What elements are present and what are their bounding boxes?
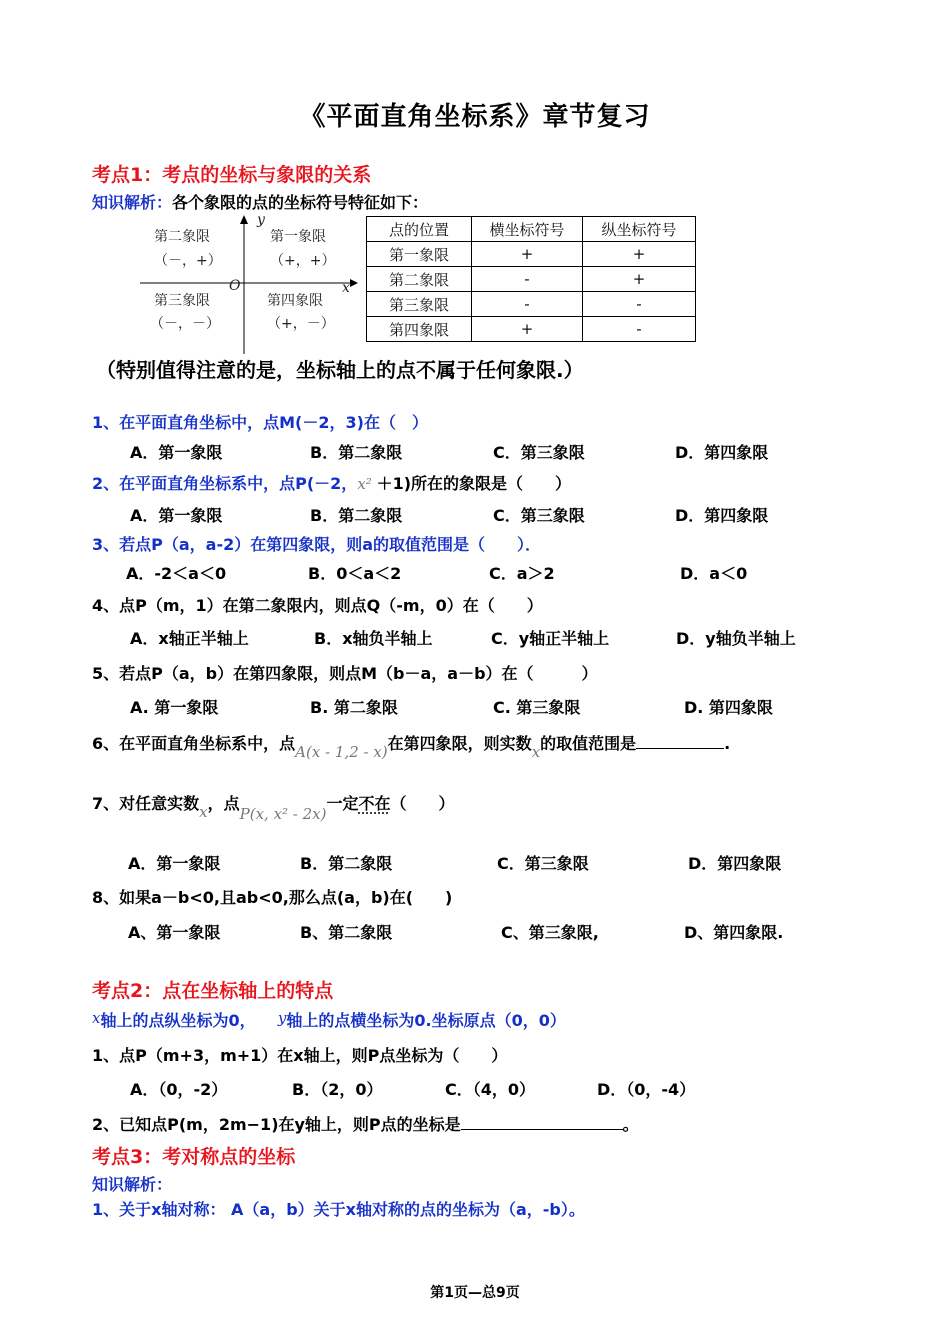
question-8: 8、如果a－b<0,且ab<0,那么点(a，b)在( ) <box>92 888 453 907</box>
q5-option-c: C. 第三象限 <box>493 698 581 717</box>
q4-option-a: A．x轴正半轴上 <box>130 629 249 648</box>
s2-q1-option-d: D．（0，-4） <box>597 1080 696 1099</box>
q8-option-a: A、第一象限 <box>128 923 221 942</box>
q1-option-b: B．第二象限 <box>310 443 403 462</box>
q-text: 3、若点P（a，a-2）在第四象限，则a的取值范围是（ ）． <box>92 535 542 554</box>
q5-option-b: B. 第二象限 <box>310 698 398 717</box>
q-text: ，点 <box>207 794 240 813</box>
q8-option-c: C、第三象限, <box>501 923 599 942</box>
q-text: （ ） <box>390 794 455 813</box>
table-header-cell: 纵坐标符号 <box>583 217 696 242</box>
q3-option-d: D．a＜0 <box>680 564 748 583</box>
rule-text: 轴上的点纵坐标为0， <box>100 1011 256 1030</box>
q-text: 6、在平面直角坐标系中，点 <box>92 734 296 753</box>
table-cell: 第一象限 <box>367 242 472 267</box>
table-cell: + <box>583 242 696 267</box>
q2-option-a: A．第一象限 <box>130 506 223 525</box>
question-2 <box>92 471 571 494</box>
q7-option-d: D．第四象限 <box>688 854 782 873</box>
section-3-heading: 考点3：考对称点的坐标 <box>92 1146 296 1168</box>
question-3 <box>92 532 541 555</box>
q-text: 的取值范围是 <box>540 734 637 753</box>
math-expr: x <box>92 1009 101 1027</box>
q-text: ＋1)所在的象限是（ ） <box>376 474 572 493</box>
rule-text: 轴上的点横坐标为0.坐标原点（0，0） <box>286 1011 566 1030</box>
q-text: 1、在平面直角坐标中，点M(－2，3)在（ ） <box>92 413 428 432</box>
q4-option-d: D．y轴负半轴上 <box>676 629 796 648</box>
math-expr: x <box>199 803 208 821</box>
q-text: 一定 <box>326 794 359 813</box>
x-axis-label: x <box>342 280 350 296</box>
q1-label: 第一象限 <box>270 229 326 245</box>
q3-option-a: A．-2＜a＜0 <box>126 564 227 583</box>
q3-option-b: B．0＜a＜2 <box>308 564 402 583</box>
table-row <box>367 242 696 267</box>
s2-question-2 <box>92 1112 639 1135</box>
section-3-label: 知识解析： <box>92 1175 173 1194</box>
math-expr: y <box>277 1009 287 1027</box>
table-cell: - <box>472 292 583 317</box>
table-header-cell: 横坐标符号 <box>472 217 583 242</box>
table-cell: - <box>583 317 696 342</box>
table-row <box>367 292 696 317</box>
q-text: 2、已知点P(m，2m−1)在y轴上，则P点的坐标是 <box>92 1115 461 1134</box>
note: （特别值得注意的是，坐标轴上的点不属于任何象限.） <box>96 358 584 382</box>
s2-question-1: 1、点P（m+3，m+1）在x轴上，则P点坐标为（ ） <box>92 1046 508 1065</box>
intro-label: 知识解析： <box>92 193 173 212</box>
q4-label: 第四象限 <box>267 293 323 309</box>
answer-blank[interactable] <box>461 1115 623 1130</box>
section-1-intro <box>92 190 428 213</box>
table-cell: - <box>472 267 583 292</box>
q2-label: 第二象限 <box>154 229 210 245</box>
q5-option-a: A. 第一象限 <box>130 698 219 717</box>
question-7 <box>92 791 455 823</box>
table-cell: + <box>472 317 583 342</box>
q1-option-d: D．第四象限 <box>675 443 769 462</box>
y-axis-label: y <box>257 212 265 228</box>
q-text: 。 <box>622 1115 639 1134</box>
q4-signs: （+，－） <box>267 316 335 332</box>
math-expr: A(x - 1,2 - x) <box>295 743 388 761</box>
q2-option-c: C．第三象限 <box>493 506 585 525</box>
table-cell: 第三象限 <box>367 292 472 317</box>
table-cell: 第四象限 <box>367 317 472 342</box>
math-expr: x <box>531 743 541 761</box>
q4-option-b: B．x轴负半轴上 <box>314 629 433 648</box>
s2-q1-option-a: A．（0，-2） <box>130 1080 228 1099</box>
sign-table <box>366 216 696 342</box>
q8-option-b: B、第二象限 <box>300 923 393 942</box>
emphasis-text: 不在 <box>358 794 391 813</box>
table-header-row <box>367 217 696 242</box>
q2-option-b: B．第二象限 <box>310 506 403 525</box>
origin-label: O <box>229 278 241 294</box>
quadrant-diagram <box>140 212 360 354</box>
q-text: 在第四象限，则实数 <box>387 734 532 753</box>
answer-blank[interactable] <box>636 734 724 749</box>
q3-label: 第三象限 <box>154 293 210 309</box>
page-footer: 第1页—总9页 <box>430 1285 520 1301</box>
intro-text: 各个象限的点的坐标符号特征如下： <box>172 193 429 212</box>
section-1-heading: 考点1：考点的坐标与象限的关系 <box>92 164 372 186</box>
q3-signs: （－，－） <box>150 316 220 332</box>
table-cell: 第二象限 <box>367 267 472 292</box>
q-text: 7、对任意实数 <box>92 794 200 813</box>
q1-signs: （+，+） <box>270 253 336 269</box>
q1-option-a: A．第一象限 <box>130 443 223 462</box>
q4-option-c: C．y轴正半轴上 <box>491 629 610 648</box>
s2-q1-option-c: C．（4，0） <box>445 1080 536 1099</box>
q8-option-d: D、第四象限. <box>684 923 784 942</box>
question-1 <box>92 410 428 433</box>
section-3-line: 1、关于x轴对称： A（a，b）关于x轴对称的点的坐标为（a，-b）。 <box>92 1200 585 1219</box>
q2-option-d: D．第四象限 <box>675 506 769 525</box>
s2-q1-option-b: B．（2，0） <box>292 1080 383 1099</box>
q-text: 2、在平面直角坐标系中，点P(－2， <box>92 474 358 493</box>
table-cell: - <box>583 292 696 317</box>
q7-option-c: C．第三象限 <box>497 854 589 873</box>
question-4: 4、点P（m，1）在第二象限内，则点Q（-m，0）在（ ） <box>92 596 543 615</box>
q7-option-a: A．第一象限 <box>128 854 221 873</box>
table-header-cell: 点的位置 <box>367 217 472 242</box>
q5-option-d: D. 第四象限 <box>684 698 773 717</box>
page-title: 《平面直角坐标系》章节复习 <box>299 102 651 132</box>
question-6 <box>92 731 731 761</box>
table-cell: + <box>472 242 583 267</box>
math-expr: x² <box>357 475 377 493</box>
q7-option-b: B．第二象限 <box>300 854 393 873</box>
table-cell: + <box>583 267 696 292</box>
math-expr: P(x, x² - 2x) <box>239 805 327 823</box>
question-5: 5、若点P（a，b）在第四象限，则点M（b－a，a－b）在（ ） <box>92 664 598 683</box>
q-text: . <box>724 734 731 753</box>
section-2-rule <box>92 1008 566 1031</box>
q2-signs: （－，+） <box>154 253 222 269</box>
table-row <box>367 267 696 292</box>
q3-option-c: C．a＞2 <box>489 564 555 583</box>
table-row <box>367 317 696 342</box>
q1-option-c: C．第三象限 <box>493 443 585 462</box>
section-2-heading: 考点2：点在坐标轴上的特点 <box>92 980 334 1002</box>
